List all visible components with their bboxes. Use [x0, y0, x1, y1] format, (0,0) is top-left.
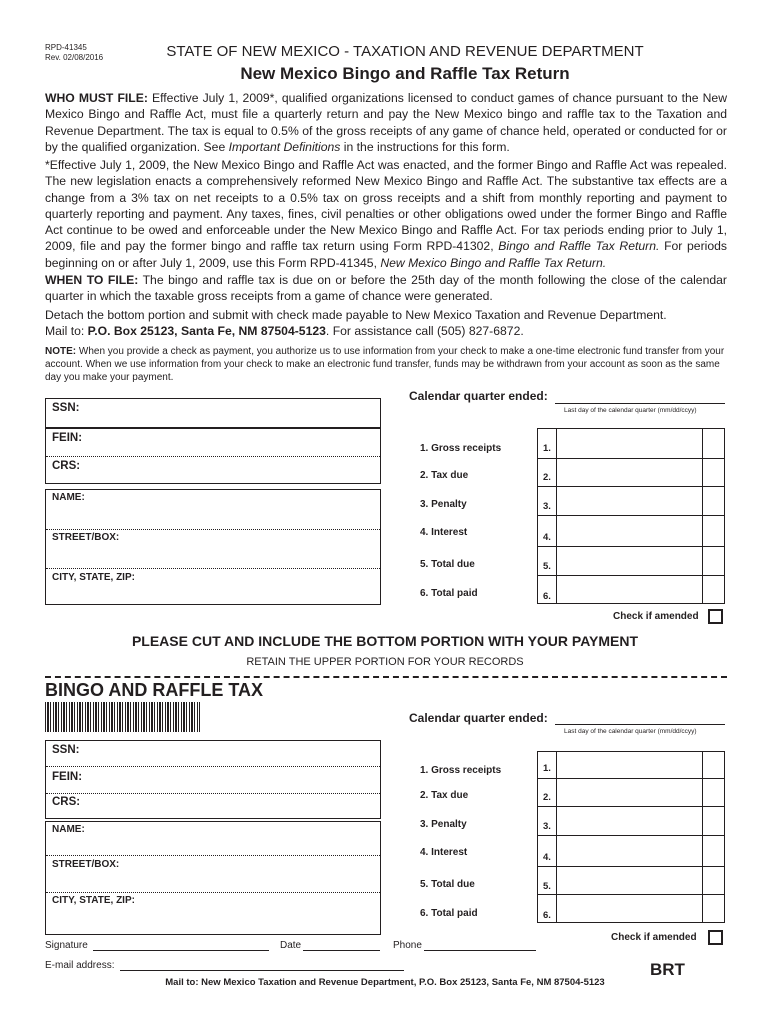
line-number: 5.	[543, 881, 551, 892]
grid-row-line	[537, 835, 725, 836]
street-label: STREET/BOX:	[52, 532, 120, 543]
line-penalty: 3. Penalty	[420, 499, 467, 510]
department-name: STATE OF NEW MEXICO - TAXATION AND REVENUE DEPARTMENT	[166, 43, 644, 60]
fein-crs-divider	[46, 456, 380, 457]
amended-checkbox[interactable]	[708, 609, 723, 624]
who-label: WHO MUST FILE:	[45, 91, 148, 105]
note-label: NOTE:	[45, 346, 77, 357]
line-penalty: 3. Penalty	[420, 819, 467, 830]
grid-row-line	[537, 515, 725, 516]
ssn-divider	[46, 766, 380, 767]
revision-date: Rev. 02/08/2016	[45, 53, 104, 62]
line-interest: 4. Interest	[420, 847, 468, 858]
detach-instructions	[45, 307, 727, 340]
last-day-hint: Last day of the calendar quarter (mm/dd/ccyy)	[564, 407, 697, 414]
barcode	[45, 702, 200, 732]
street-label: STREET/BOX:	[52, 859, 120, 870]
effective-text-2: For periods beginning on or after July 1, 2009, use this Form RPD-41345,	[45, 239, 727, 270]
fein-label: FEIN:	[52, 432, 83, 444]
grid-row-line	[537, 546, 725, 547]
form-code: BRT	[650, 960, 685, 979]
line-number: 1.	[543, 443, 551, 454]
address-box[interactable]	[45, 821, 381, 935]
retain-instruction: RETAIN THE UPPER PORTION FOR YOUR RECORDS	[246, 656, 524, 668]
line-gross-receipts: 1. Gross receipts	[420, 765, 502, 776]
fein-divider	[46, 793, 380, 794]
who-text-1: Effective July 1, 2009*, qualified organizations licensed to conduct games of chance pursuant to the New Mexico Bingo and Raffle Act, must file a quarterly return and pay the New Mexico bingo and raffle tax to the Taxation and Revenue Department. The tax is equal to 0.5% of the gross receipts of any game of chance held, operated or conducted for or by the qualified organization. See	[45, 91, 728, 154]
street-divider	[46, 568, 380, 569]
name-divider	[46, 529, 380, 530]
phone-label: Phone	[393, 940, 422, 951]
grid-row-line	[537, 806, 725, 807]
note-text: When you provide a check as payment, you authorize us to use information from your check to make a one-time electronic fund transfer from your account. When we use information from your check to make an electronic fund transfer, funds may be withdrawn from your account as soon as the same day you make your payment.	[45, 346, 725, 383]
upper-amount-grid	[537, 428, 725, 604]
calendar-quarter-field[interactable]	[555, 724, 725, 725]
date-label: Date	[280, 940, 302, 951]
id-box	[45, 740, 381, 819]
effective-italic-2: New Mexico Bingo and Raffle Tax Return.	[380, 255, 607, 270]
line-number: 5.	[543, 561, 551, 572]
line-total-due: 5. Total due	[420, 559, 475, 570]
form-number: RPD-41345	[45, 43, 87, 52]
calendar-quarter-label: Calendar quarter ended:	[409, 389, 548, 403]
mail-address: P.O. Box 25123, Santa Fe, NM 87504-5123	[87, 324, 326, 339]
crs-label: CRS:	[52, 796, 81, 808]
fein-crs-box	[45, 428, 381, 484]
email-field[interactable]	[120, 970, 404, 971]
grid-row-line	[537, 866, 725, 867]
grid-divider	[702, 429, 703, 603]
line-interest: 4. Interest	[420, 527, 468, 538]
when-to-file	[45, 272, 727, 305]
line-number: 1.	[543, 763, 551, 774]
line-number: 2.	[543, 792, 551, 803]
address-box[interactable]	[45, 489, 381, 605]
effective-italic-1: Bingo and Raffle Tax Return.	[498, 239, 660, 254]
street-divider	[46, 892, 380, 893]
grid-divider	[556, 429, 557, 603]
line-gross-receipts: 1. Gross receipts	[420, 443, 502, 454]
when-text: The bingo and raffle tax is due on or before the 25th day of the month following the close of the calendar quarter in which the taxable gross receipts from a game of chance were generated.	[45, 273, 727, 304]
name-divider	[46, 855, 380, 856]
mail-prefix: Mail to:	[45, 324, 88, 339]
email-label: E-mail address:	[45, 960, 115, 971]
form-title: New Mexico Bingo and Raffle Tax Return	[240, 64, 570, 83]
grid-row-line	[537, 778, 725, 779]
effective-paragraph	[45, 157, 727, 271]
city-label: CITY, STATE, ZIP:	[52, 895, 135, 906]
grid-row-line	[537, 486, 725, 487]
calendar-quarter-label: Calendar quarter ended:	[409, 711, 548, 725]
line-total-paid: 6. Total paid	[420, 908, 478, 919]
city-label: CITY, STATE, ZIP:	[52, 572, 135, 583]
when-label: WHEN TO FILE:	[45, 273, 139, 287]
voucher-heading: BINGO AND RAFFLE TAX	[45, 680, 263, 700]
signature-field[interactable]	[93, 950, 269, 951]
check-amended-label: Check if amended	[613, 611, 699, 622]
line-total-paid: 6. Total paid	[420, 588, 478, 599]
check-amended-label: Check if amended	[611, 932, 697, 943]
ssn-label: SSN:	[52, 402, 80, 414]
who-text-2: in the instructions for this form.	[340, 139, 510, 154]
phone-field[interactable]	[424, 950, 536, 951]
name-label: NAME:	[52, 824, 85, 835]
cut-line	[45, 676, 727, 678]
line-number: 4.	[543, 532, 551, 543]
grid-row-line	[537, 458, 725, 459]
line-tax-due: 2. Tax due	[420, 790, 469, 801]
cut-instruction: PLEASE CUT AND INCLUDE THE BOTTOM PORTION WITH YOUR PAYMENT	[131, 633, 639, 649]
amended-checkbox[interactable]	[708, 930, 723, 945]
line-tax-due: 2. Tax due	[420, 470, 469, 481]
last-day-hint: Last day of the calendar quarter (mm/dd/ccyy)	[564, 728, 697, 735]
mail-line	[45, 323, 727, 339]
line-number: 3.	[543, 501, 551, 512]
lower-amount-grid	[537, 751, 725, 923]
crs-label: CRS:	[52, 460, 81, 472]
date-field[interactable]	[303, 950, 380, 951]
grid-row-line	[537, 575, 725, 576]
name-label: NAME:	[52, 492, 85, 503]
line-total-due: 5. Total due	[420, 879, 475, 890]
ssn-label: SSN:	[52, 744, 80, 756]
ssn-field[interactable]	[45, 398, 381, 428]
calendar-quarter-field[interactable]	[555, 403, 725, 404]
mail-to-address: Mail to: New Mexico Taxation and Revenue Department, P.O. Box 25123, Santa Fe, NM 87504-5123	[165, 977, 605, 988]
who-must-file	[45, 90, 727, 155]
line-number: 2.	[543, 472, 551, 483]
grid-row-line	[537, 894, 725, 895]
line-number: 3.	[543, 821, 551, 832]
line-number: 4.	[543, 852, 551, 863]
line-number: 6.	[543, 591, 551, 602]
payment-note	[45, 345, 727, 384]
line-number: 6.	[543, 910, 551, 921]
mail-suffix: . For assistance call (505) 827-6872.	[325, 324, 524, 339]
fein-label: FEIN:	[52, 771, 83, 783]
signature-label: Signature	[45, 940, 88, 951]
effective-text-1: *Effective July 1, 2009, the New Mexico Bingo and Raffle Act was enacted, and the former Bingo and Raffle Act was repealed. The new legislation enacts a comprehensively reformed New Mexico Bingo and Raffle Act. The substantive tax effects are a change from a 3% tax on net receipts to a 0.5% tax on gross receipts and a shift from monthly reporting and payment to quarterly reporting and payment. Any taxes, fines, civil penalties or other obligations owed under the former Bingo and Raffle Act continue to be owed and enforceable under the New Mexico Bingo and Raffle Act. For tax periods ending prior to July 1, 2009, file and pay the former bingo and raffle tax return using Form RPD-41302,	[45, 158, 727, 254]
who-italic: Important Definitions	[228, 139, 341, 154]
detach-text: Detach the bottom portion and submit with check made payable to New Mexico Taxation and Revenue Department.	[45, 308, 667, 322]
